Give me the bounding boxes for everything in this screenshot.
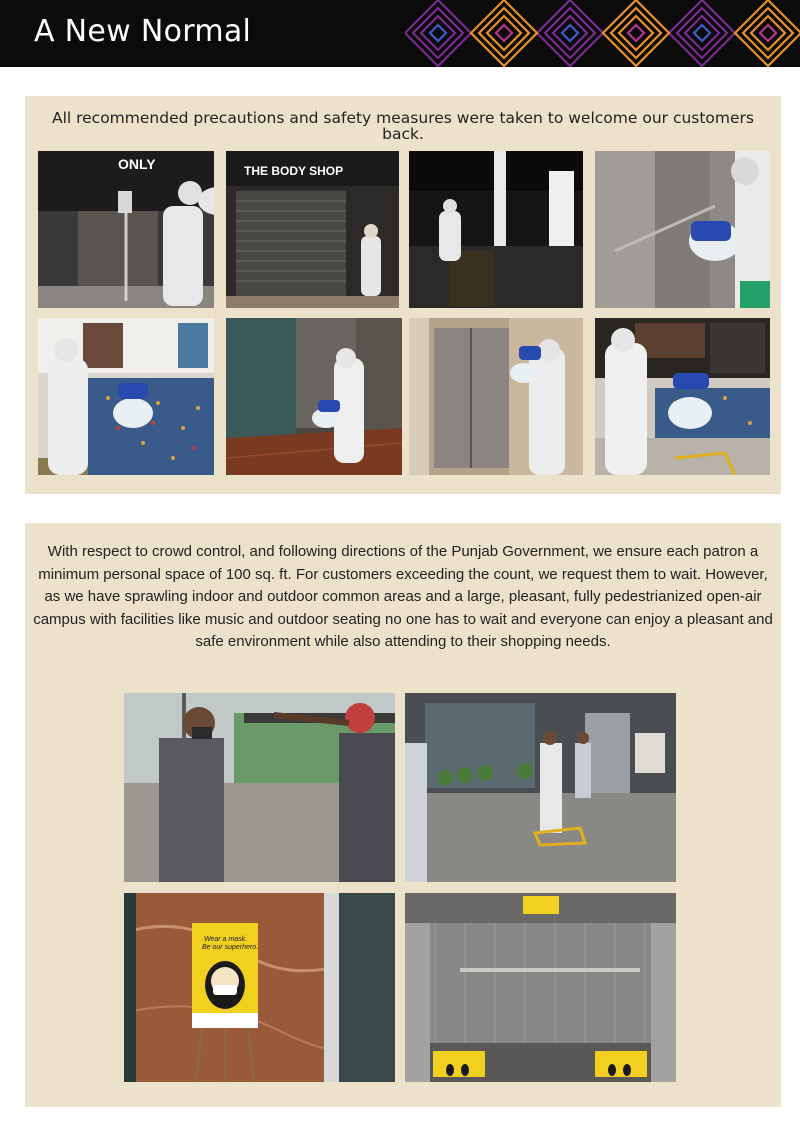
mask-poster-photo [124,893,395,1082]
crowd-control-caption: With respect to crowd control, and following directions of the Punjab Government, we ensure each patron a minimum personal space of 100 sq. ft. For customers exceeding the count, we request them to wait. However, as we have sprawling indoor and outdoor common areas and a large, pleasant, fully pedestrianized open-air campus with facilities like music and outdoor seating no one has to wait and everyone can enjoy a pleasant and safe environment while also attending to their shopping needs. [33,543,773,650]
svg-text:Wear a mask.: Wear a mask. [204,936,248,943]
precautions-caption: All recommended precautions and safety measures were taken to welcome our customers back. [51,109,755,143]
sanitizing-wall-photo [595,151,770,308]
page-header [0,0,800,67]
temperature-check-photo [124,693,395,882]
only-sign-text: ONLY [118,156,156,172]
entrance-queue-photo [405,693,676,882]
elevator-floor-markers-photo [405,893,676,1082]
sanitizing-elevator-photo [409,318,583,475]
sanitizing-mac-store-photo [409,151,583,308]
sanitizing-only-store-photo [38,151,214,308]
sanitizing-lobby-photo [226,318,402,475]
body-shop-sign-text: THE BODY SHOP [244,164,344,178]
svg-text:Be our superhero.: Be our superhero. [202,944,259,951]
sanitizing-counter-photo [38,318,214,475]
sanitizing-food-court-photo [595,318,770,475]
body-shop-storefront-photo [226,151,399,308]
page-title: A New Normal [34,14,252,49]
decorative-pattern [405,0,800,67]
